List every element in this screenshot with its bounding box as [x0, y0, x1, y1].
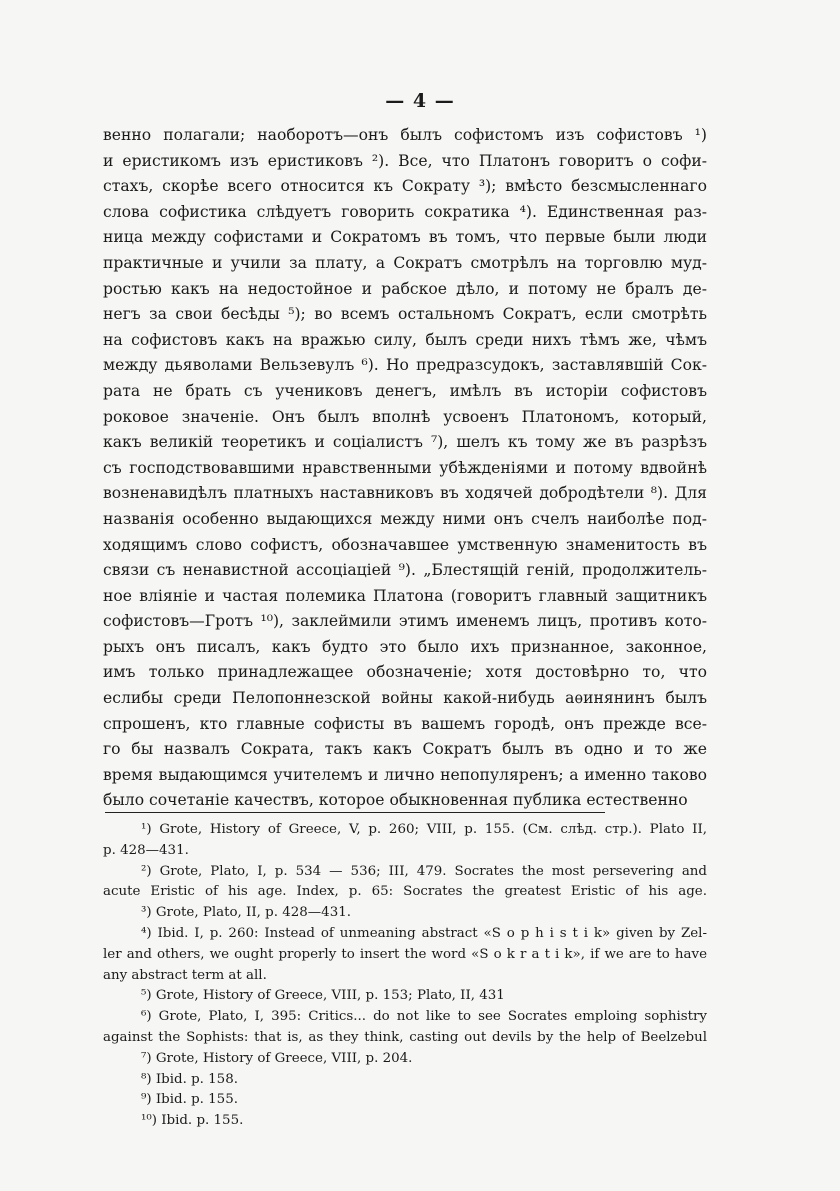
footnote-line: ler and others, we ought properly to insert the word «S o k r a t i k», if we are to have: [103, 946, 707, 962]
footnotes: [103, 820, 707, 1132]
footnote-line: ⁷) Grote, History of Greece, VIII, p. 204.: [141, 1050, 413, 1066]
text-line: ходящимъ слово софистъ, обозначавшее умственную знаменитость въ: [103, 535, 707, 554]
text-line: спрошенъ, кто главные софисты въ вашемъ городѣ, онъ прежде все-: [103, 714, 707, 733]
footnote-line: against the Sophists: that is, as they think, casting out devils by the help of Beelzebul: [103, 1029, 707, 1045]
text-line: стахъ, скорѣе всего относится къ Сократу ³); вмѣсто безсмысленнаго: [103, 177, 707, 196]
text-line: связи съ ненавистной ассоціаціей ⁹). „Блестящій геній, продолжитель-: [103, 561, 707, 580]
text-line: какъ великій теоретикъ и соціалистъ ⁷), шелъ къ тому же въ разрѣзъ: [103, 433, 707, 452]
text-line: роковое значеніе. Онъ былъ вполнѣ усвоенъ Платономъ, который,: [103, 407, 707, 426]
footnote-line: acute Eristic of his age. Index, p. 65: Socrates the greatest Eristic of his age.: [103, 884, 707, 900]
text-line: венно полагали; наоборотъ—онъ былъ софистомъ изъ софистовъ ¹): [103, 126, 707, 144]
text-line: ница между софистами и Сократомъ въ томъ, что первые были люди: [103, 228, 707, 247]
footnote-line: ³) Grote, Plato, II, p. 428—431.: [141, 905, 352, 921]
text-line: софистовъ—Гротъ ¹⁰), заклеймили этимъ именемъ лицъ, противъ кото-: [103, 612, 707, 631]
footnote-line: p. 428—431.: [103, 842, 189, 858]
page-number: — 4 —: [385, 90, 455, 112]
footnote-line: ⁸) Ibid. p. 158.: [141, 1071, 238, 1087]
footnote-line: ¹⁰) Ibid. p. 155.: [141, 1113, 244, 1129]
footnote-line: ⁹) Ibid. p. 155.: [141, 1092, 238, 1108]
footnote-line: any abstract term at all.: [103, 967, 267, 983]
text-line: практичные и учили за плату, а Сократъ смотрѣлъ на торговлю муд-: [103, 253, 707, 272]
text-line: на софистовъ какъ на вражью силу, былъ среди нихъ тѣмъ же, чѣмъ: [103, 330, 707, 349]
text-line: возненавидѣлъ платныхъ наставниковъ въ ходячей добродѣтели ⁸). Для: [103, 484, 707, 503]
text-line: го бы назвалъ Сократа, такъ какъ Сократъ былъ въ одно и то же: [103, 740, 707, 759]
text-line: имъ только принадлежащее обозначеніе; хотя достовѣрно то, что: [103, 663, 707, 682]
text-line: съ господствовавшими нравственными убѣжденіями и потому вдвойнѣ: [103, 458, 707, 477]
text-line: названія особенно выдающихся между ними онъ счелъ наиболѣе под-: [103, 509, 707, 528]
text-line: ное вліяніе и частая полемика Платона (говоритъ главный защитникъ: [103, 586, 707, 605]
footnote-line: ⁶) Grote, Plato, I, 395: Critics... do not like to see Socrates emploing sophistry: [141, 1009, 707, 1025]
text-line: время выдающимся учителемъ и лично непопуляренъ; а именно таково: [103, 765, 707, 784]
footnote-divider: [105, 812, 605, 813]
text-line: еслибы среди Пелопоннезской войны какой-нибудь аѳинянинъ былъ: [103, 689, 707, 708]
text-line: ростью какъ на недостойное и рабское дѣло, и потому не бралъ де-: [103, 279, 707, 298]
text-line: негъ за свои бесѣды ⁵); во всемъ остальномъ Сократъ, если смотрѣть: [103, 305, 707, 324]
text-line: рата не брать съ учениковъ денегъ, имѣлъ въ исторіи софистовъ: [103, 381, 707, 400]
text-line: было сочетаніе качествъ, которое обыкновенная публика естественно: [103, 791, 688, 810]
main-text: [103, 123, 707, 814]
text-line: и еристикомъ изъ еристиковъ ²). Все, что Платонъ говоритъ о софи-: [103, 151, 707, 170]
footnote-line: ²) Grote, Plato, I, p. 534 — 536; III, 479. Socrates the most persevering and: [141, 863, 707, 879]
text-line: между дьяволами Вельзевулъ ⁶). Но предразсудокъ, заставлявшій Сок-: [103, 356, 707, 375]
text-line: рыхъ онъ писалъ, какъ будто это было ихъ признанное, законное,: [103, 637, 707, 656]
footnote-line: ⁴) Ibid. I, p. 260: Instead of unmeaning abstract «S o p h i s t i k» given by Zel-: [141, 925, 707, 941]
footnote-line: ¹) Grote, History of Greece, V, p. 260; VIII, p. 155. (См. слѣд. стр.). Plato II,: [141, 822, 707, 837]
footnote-line: ⁵) Grote, History of Greece, VIII, p. 153; Plato, II, 431: [141, 988, 505, 1004]
text-line: слова софистика слѣдуетъ говорить сократика ⁴). Единственная раз-: [103, 202, 707, 221]
